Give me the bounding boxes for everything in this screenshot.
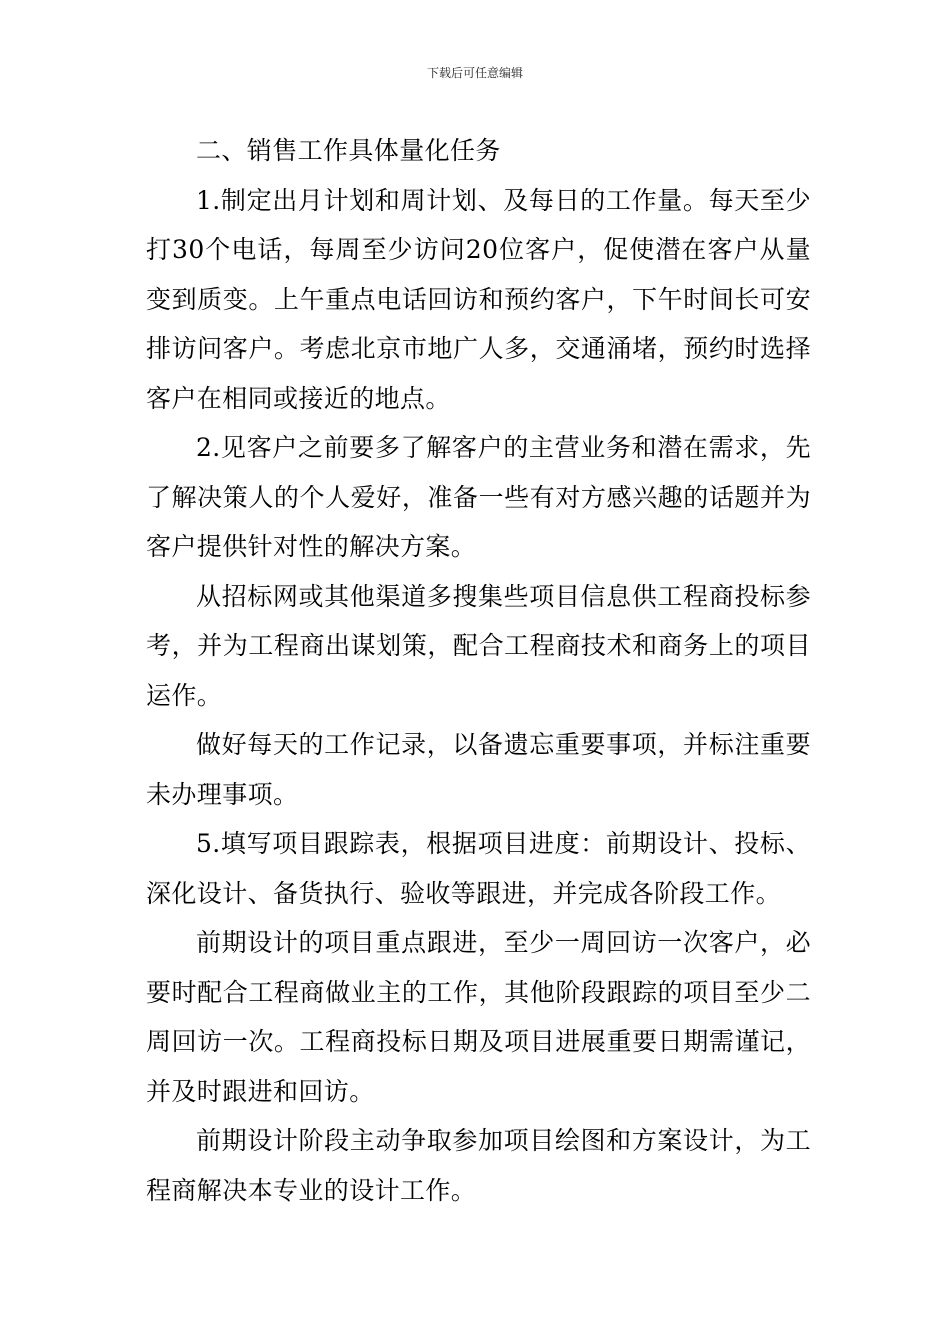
paragraph-client-research: 2.见客户之前要多了解客户的主营业务和潜在需求，先了解决策人的个人爱好，准备一些有对方感兴趣的话题并为客户提供针对性的解决方案。 xyxy=(146,433,811,561)
document-body xyxy=(146,126,811,1215)
paragraph-design-stage: 前期设计阶段主动争取参加项目绘图和方案设计，为工程商解决本专业的设计工作。 xyxy=(146,1126,811,1205)
page-header: 下载后可任意编辑 xyxy=(426,66,523,80)
section-heading: 二、销售工作具体量化任务 xyxy=(196,136,501,165)
paragraph-follow-up: 前期设计的项目重点跟进，至少一周回访一次客户，必要时配合工程商做业主的工作，其他阶段跟踪的项目至少二周回访一次。工程商投标日期及项目进展重要日期需谨记，并及时跟进和回访。 xyxy=(146,928,811,1106)
paragraph-tracking-table: 5.填写项目跟踪表，根据项目进度：前期设计、投标、深化设计、备货执行、验收等跟进，并完成各阶段工作。 xyxy=(146,829,811,908)
paragraph-project-info: 从招标网或其他渠道多搜集些项目信息供工程商投标参考，并为工程商出谋划策，配合工程商技术和商务上的项目运作。 xyxy=(146,581,811,710)
paragraph-monthly-plan: 1.制定出月计划和周计划、及每日的工作量。每天至少打30个电话，每周至少访问20位客户，促使潜在客户从量变到质变。上午重点电话回访和预约客户，下午时间长可安排访问客户。考虑北京市地广人多，交通涌堵，预约时选择客户在相同或接近的地点。 xyxy=(146,185,811,413)
paragraph-work-record: 做好每天的工作记录，以备遗忘重要事项，并标注重要未办理事项。 xyxy=(146,730,811,809)
